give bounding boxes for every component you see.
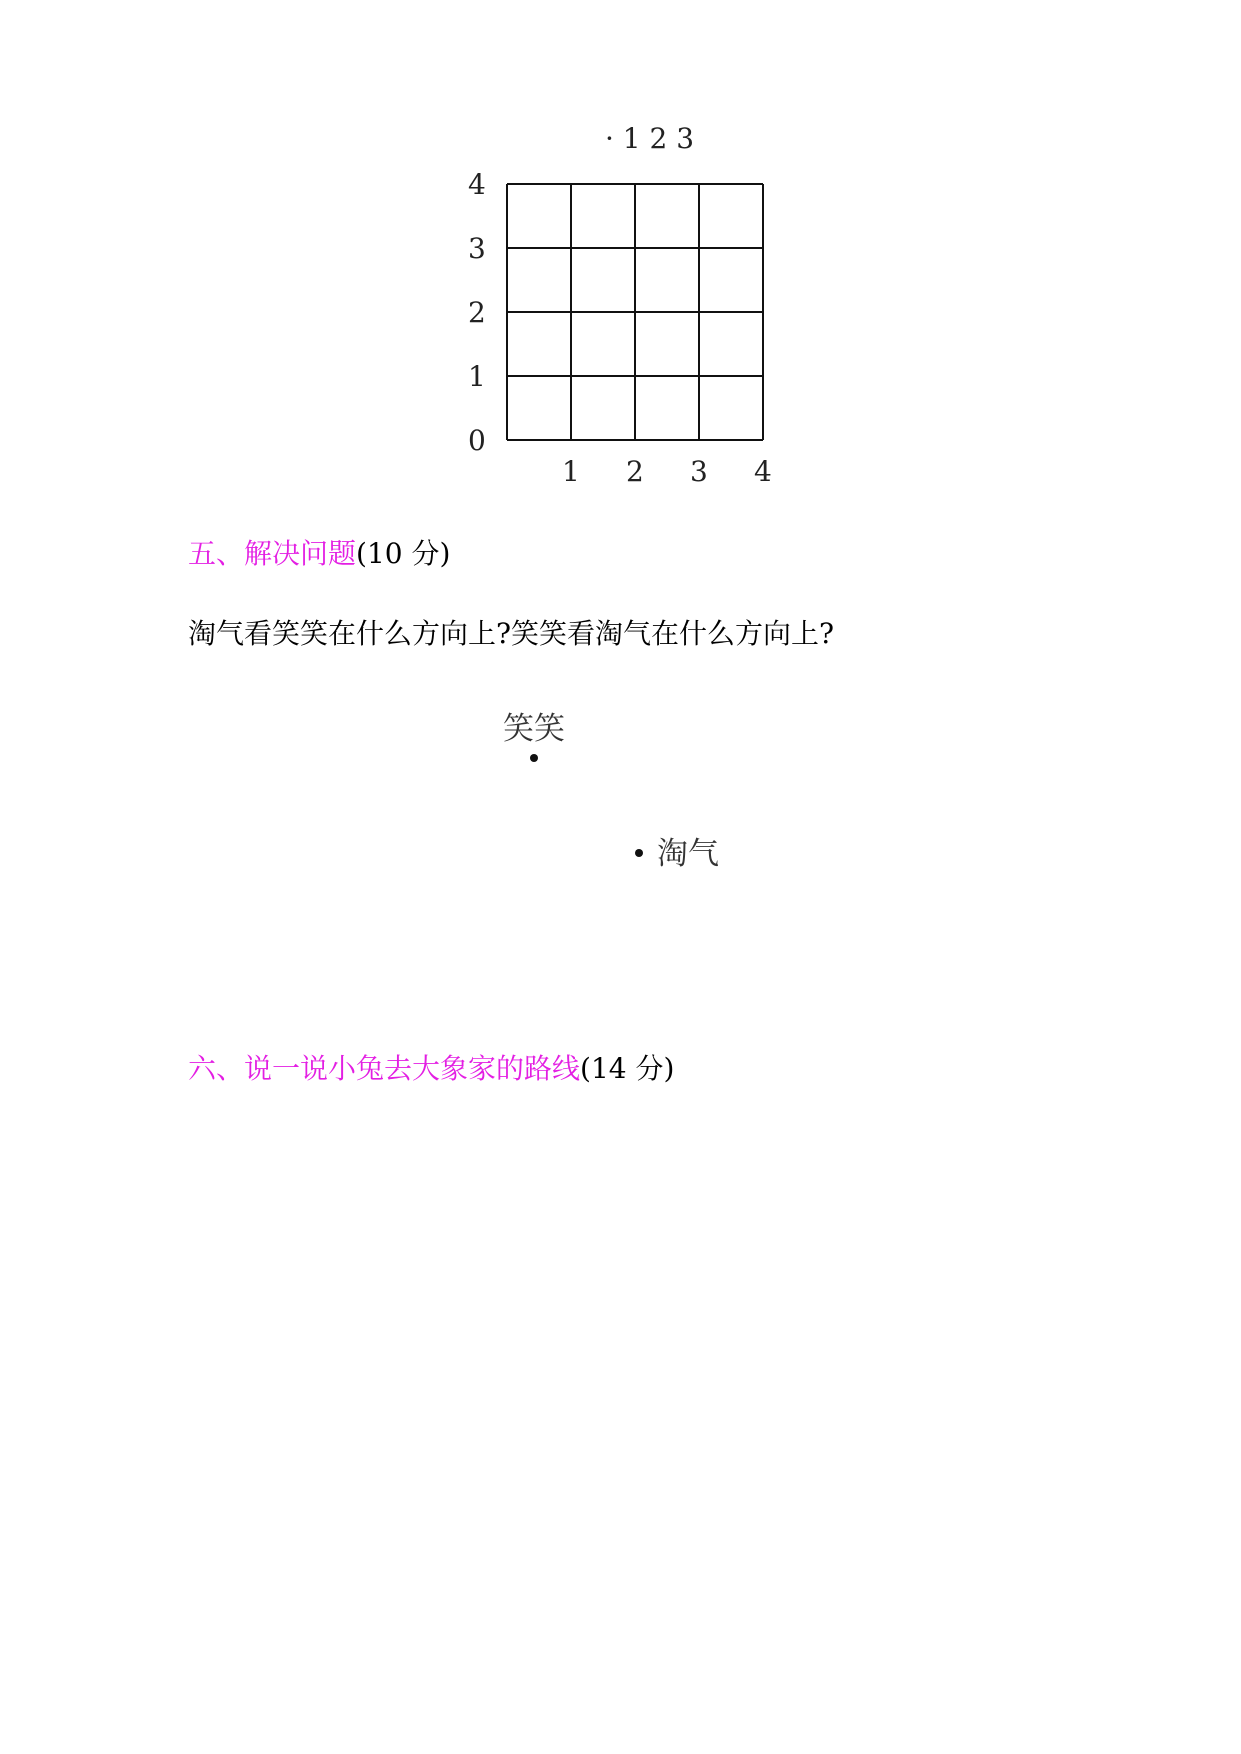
section-5-question: 淘气看笑笑在什么方向上?笑笑看淘气在什么方向上? <box>188 617 835 650</box>
xiaoxiao-dot <box>530 754 538 762</box>
grid-svg <box>440 122 800 490</box>
taoqi-dot <box>635 849 643 857</box>
section-6-heading <box>188 1052 675 1085</box>
y-tick-label: 1 <box>468 360 486 393</box>
grid-lines <box>507 184 763 440</box>
y-tick-label: 4 <box>468 168 486 201</box>
section-5-score: (10 分) <box>356 537 451 570</box>
x-tick-label: 4 <box>754 455 772 488</box>
x-tick-label: 3 <box>690 455 708 488</box>
section-6-title: 六、说一说小兔去大象家的路线 <box>188 1052 581 1085</box>
taoqi-label: 淘气 <box>657 836 719 872</box>
xiaoxiao-label: 笑笑 <box>503 711 565 747</box>
section-5-title: 五、解决问题 <box>188 537 357 570</box>
grid-top-stub: · 1 2 3 <box>605 122 695 155</box>
y-tick-label: 3 <box>468 232 486 265</box>
coordinate-grid <box>440 122 800 490</box>
section-6-score: (14 分) <box>580 1052 675 1085</box>
x-tick-label: 1 <box>562 455 580 488</box>
section-5-heading <box>188 537 451 570</box>
x-tick-label: 2 <box>626 455 644 488</box>
direction-figure <box>490 700 750 900</box>
y-tick-label: 2 <box>468 296 486 329</box>
y-tick-label: 0 <box>468 424 486 457</box>
